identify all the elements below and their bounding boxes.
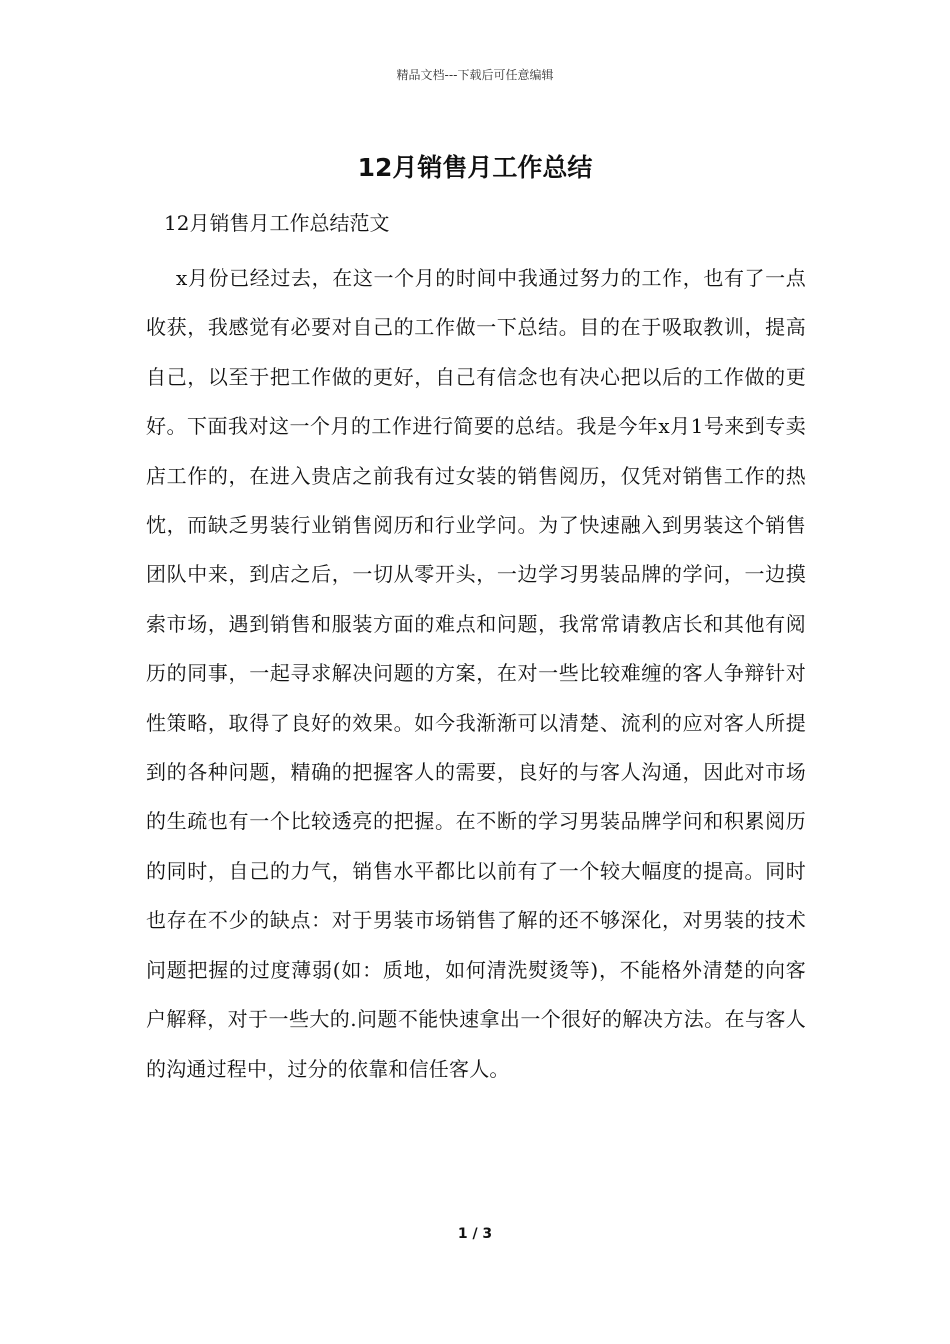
page-number: 1 / 3 — [457, 1226, 493, 1242]
header-note: 精品文档---下载后可任意编辑 — [396, 68, 554, 82]
document-subtitle: 12月销售月工作总结范文 — [164, 211, 390, 235]
document-title: 12月销售月工作总结 — [357, 153, 593, 182]
body-paragraph: x月份已经过去，在这一个月的时间中我通过努力的工作，也有了一点收获，我感觉有必要对自己的工作做一下总结。目的在于吸取教训，提高自己，以至于把工作做的更好，自己有信念也有决心把以后的工作做的更好。下面我对这一个月的工作进行简要的总结。我是今年x月1号来到专卖店工作的，在进入贵店之前我有过女装的销售阅历，仅凭对销售工作的热忱，而缺乏男装行业销售阅历和行业学问。为了快速融入到男装这个销售团队中来，到店之后，一切从零开头，一边学习男装品牌的学问，一边摸索市场，遇到销售和服装方面的难点和问题，我常常请教店长和其他有阅历的同事，一起寻求解决问题的方案，在对一些比较难缠的客人争辩针对性策略，取得了良好的效果。如今我渐渐可以清楚、流利的应对客人所提到的各种问题，精确的把握客人的需要，良好的与客人沟通，因此对市场的生疏也有一个比较透亮的把握。在不断的学习男装品牌学问和积累阅历的同时，自己的力气，销售水平都比以前有了一个较大幅度的提高。同时也存在不少的缺点：对于男装市场销售了解的还不够深化，对男装的技术问题把握的过度薄弱(如：质地，如何清洗熨烫等)，不能格外清楚的向客户解释，对于一些大的.问题不能快速拿出一个很好的解决方法。在与客人的沟通过程中，过分的依靠和信任客人。 — [146, 266, 806, 1081]
